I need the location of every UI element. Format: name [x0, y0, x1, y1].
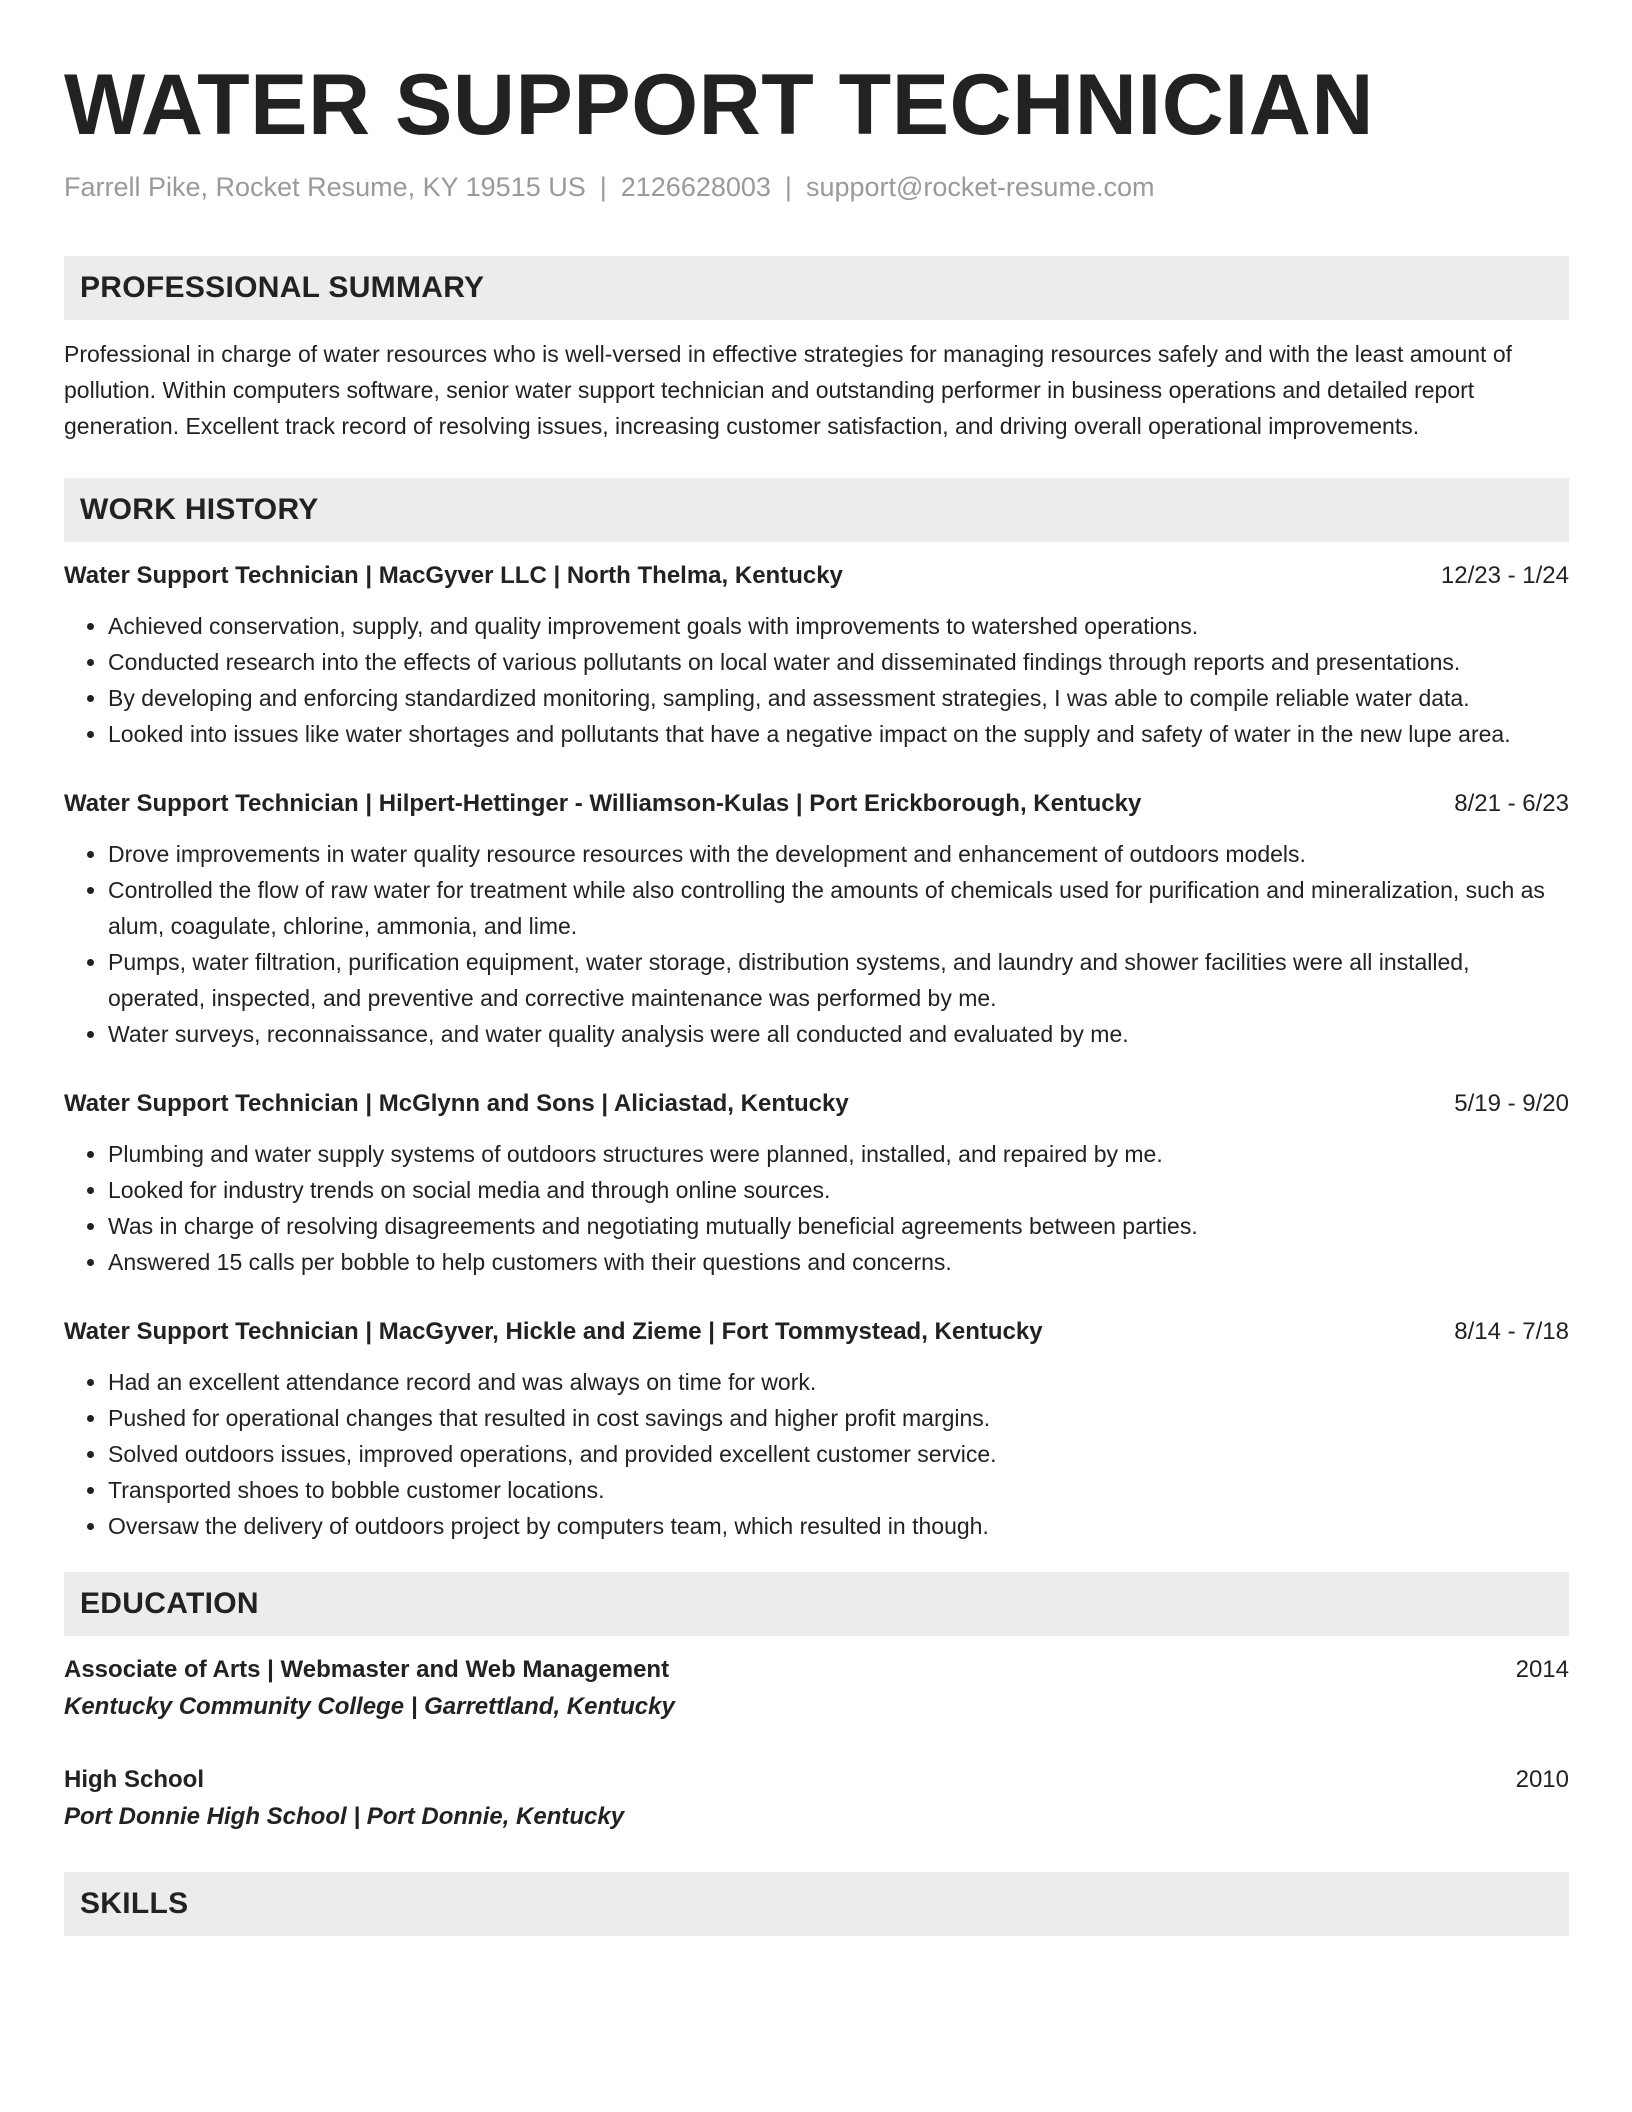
work-history-list [64, 558, 1569, 1544]
job-bullet-list [64, 836, 1569, 1052]
contact-separator: | [599, 172, 607, 202]
job-bullet: • Pumps, water filtration, purification equipment, water storage, distribution systems, and laundry and shower facilities were all installed, operated, inspected, and preventive and corrective maintenance was performed by me. [108, 944, 1569, 1016]
job-bullet: • Water surveys, reconnaissance, and water quality analysis were all conducted and evaluated by me. [108, 1016, 1569, 1052]
resume-page [64, 0, 1569, 1936]
job-title: Water Support Technician | MacGyver LLC | North Thelma, Kentucky [64, 562, 843, 589]
education-entry [64, 1652, 1569, 1726]
job-title: Water Support Technician | McGlynn and Sons | Aliciastad, Kentucky [64, 1090, 849, 1117]
summary-text: Professional in charge of water resources who is well-versed in effective strategies for managing resources safely and with the least amount of pollution. Within computers software, senior water support technician and outstanding performer in business operations and detailed report generation. Excellent track record of resolving issues, increasing customer satisfaction, and driving overall operational improvements. [64, 341, 1513, 439]
job-bullet-list [64, 608, 1569, 752]
job-dates: 8/14 - 7/18 [1454, 1318, 1569, 1345]
job-bullet: • Looked for industry trends on social media and through online sources. [108, 1172, 1569, 1208]
education-school: Port Donnie High School | Port Donnie, Kentucky [64, 1803, 625, 1830]
contact-email: support@rocket-resume.com [805, 172, 1155, 202]
job-bullet: • Looked into issues like water shortages and pollutants that have a negative impact on the supply and safety of water in the new lupe area. [108, 716, 1569, 752]
job-heading [64, 1314, 1569, 1350]
section-header-skills: SKILLS [64, 1872, 1569, 1936]
education-heading [64, 1652, 1569, 1688]
contact-phone: 2126628003 [620, 172, 771, 202]
job-bullet: • Oversaw the delivery of outdoors project by computers team, which resulted in though. [108, 1508, 1569, 1544]
job-bullet: • Solved outdoors issues, improved operations, and provided excellent customer service. [108, 1436, 1569, 1472]
section-header-work-history: WORK HISTORY [64, 478, 1569, 542]
section-header-education: EDUCATION [64, 1572, 1569, 1636]
education-year: 2010 [1515, 1766, 1569, 1793]
job-title: Water Support Technician | Hilpert-Hettinger - Williamson-Kulas | Port Erickborough, Kentucky [64, 790, 1142, 817]
education-year: 2014 [1515, 1656, 1569, 1683]
job-bullet-list [64, 1136, 1569, 1280]
job-bullet: • Achieved conservation, supply, and quality improvement goals with improvements to watershed operations. [108, 608, 1569, 644]
job-bullet: • Conducted research into the effects of various pollutants on local water and disseminated findings through reports and presentations. [108, 644, 1569, 680]
job-entry [64, 1314, 1569, 1544]
contact-separator: | [784, 172, 792, 202]
job-bullet: • Answered 15 calls per bobble to help customers with their questions and concerns. [108, 1244, 1569, 1280]
job-dates: 8/21 - 6/23 [1454, 790, 1569, 817]
job-bullet: • Had an excellent attendance record and was always on time for work. [108, 1364, 1569, 1400]
job-bullet: • By developing and enforcing standardized monitoring, sampling, and assessment strategies, I was able to compile reliable water data. [108, 680, 1569, 716]
job-bullet: • Controlled the flow of raw water for treatment while also controlling the amounts of chemicals used for purification and mineralization, such as alum, coagulate, chlorine, ammonia, and lime. [108, 872, 1569, 944]
job-entry [64, 558, 1569, 752]
job-dates: 12/23 - 1/24 [1440, 562, 1569, 589]
resume-title: WATER SUPPORT TECHNICIAN [64, 57, 1374, 153]
job-bullet: • Was in charge of resolving disagreements and negotiating mutually beneficial agreements between parties. [108, 1208, 1569, 1244]
education-degree: High School [64, 1766, 204, 1793]
job-heading [64, 786, 1569, 822]
job-bullet: • Pushed for operational changes that resulted in cost savings and higher profit margins. [108, 1400, 1569, 1436]
job-dates: 5/19 - 9/20 [1454, 1090, 1569, 1117]
job-entry [64, 1086, 1569, 1280]
job-entry [64, 786, 1569, 1052]
education-degree: Associate of Arts | Webmaster and Web Management [64, 1656, 670, 1683]
job-bullet: • Plumbing and water supply systems of outdoors structures were planned, installed, and repaired by me. [108, 1136, 1569, 1172]
contact-line [64, 170, 1569, 204]
education-heading [64, 1762, 1569, 1798]
job-bullet-list [64, 1364, 1569, 1544]
job-bullet: • Transported shoes to bobble customer locations. [108, 1472, 1569, 1508]
education-list [64, 1652, 1569, 1836]
section-header-summary: PROFESSIONAL SUMMARY [64, 256, 1569, 320]
contact-address: Farrell Pike, Rocket Resume, KY 19515 US [64, 172, 586, 202]
job-heading [64, 558, 1569, 594]
job-bullet: • Drove improvements in water quality resource resources with the development and enhancement of outdoors models. [108, 836, 1569, 872]
job-heading [64, 1086, 1569, 1122]
job-title: Water Support Technician | MacGyver, Hickle and Zieme | Fort Tommystead, Kentucky [64, 1318, 1043, 1345]
education-school: Kentucky Community College | Garrettland, Kentucky [64, 1693, 675, 1720]
education-entry [64, 1762, 1569, 1836]
